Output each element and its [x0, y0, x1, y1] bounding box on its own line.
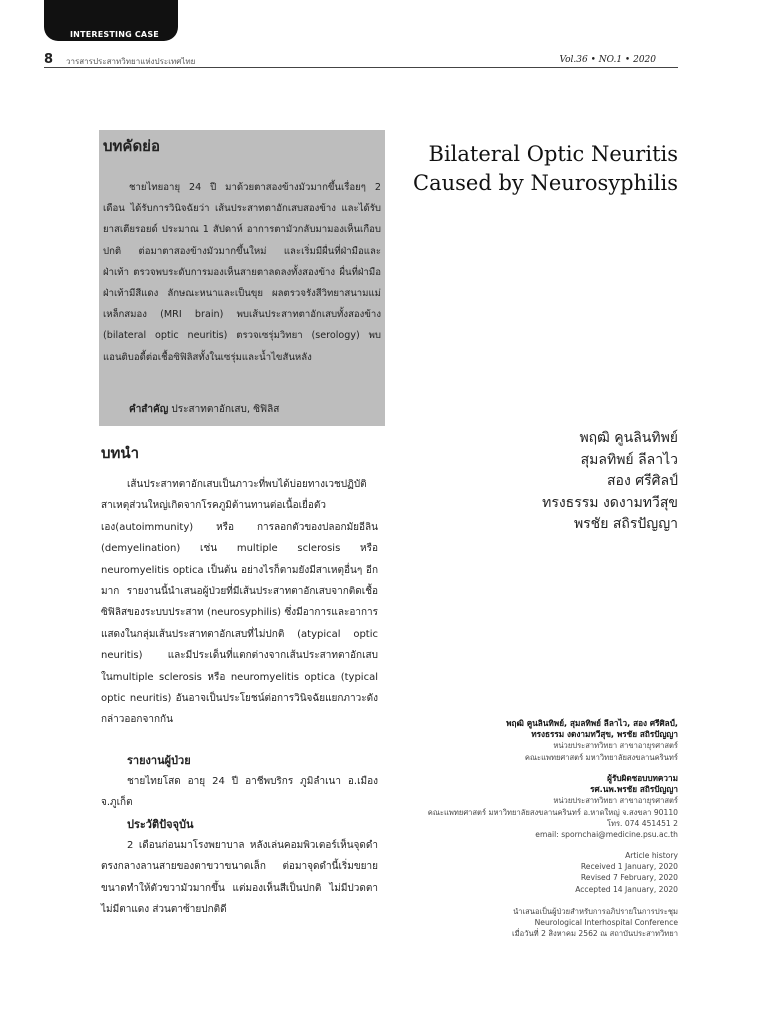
author-list	[378, 428, 678, 536]
header-rule	[44, 67, 678, 68]
intro-body: เส้นประสาทตาอักเสบเป็นภาวะที่พบได้บ่อยทางเวชปฏิบัติ สาเหตุส่วนใหญ่เกิดจากโรคภูมิต้านทานต่อเนื้อเยื่อตัวเอง(autoimmunity) หรือ การลอกตัวของปลอกมัยอีลิน (demyelination) เช่น multiple sclerosis หรือ neuromyelitis optica เป็นต้น อย่างไรก็ตามยังมีสาเหตุอื่นๆ อีกมาก รายงานนี้นำเสนอผู้ป่วยที่มีเส้นประสาทตาอักเสบจากติดเชื้อซิฟิลิสของระบบประสาท (neurosyphilis) ซึ่งมีอาการและอาการแสดงในกลุ่มเส้นประสาทตาอักเสบที่ไม่ปกติ (atypical optic neuritis) และมีประเด็นที่แตกต่างจากเส้นประสาทตาอักเสบในmultiple sclerosis หรือ neuromyelitis optica (typical optic neuritis) อันอาจเป็นประโยชน์ต่อการวินิจฉัยแยกภาวะดังกล่าวออกจากกัน	[101, 479, 378, 726]
keywords-label: คำสำคัญ	[129, 404, 169, 415]
intro-heading: บทนำ	[101, 444, 140, 462]
conference-line-2: Neurological Interhospital Conference	[534, 918, 678, 928]
affiliation-block	[378, 718, 678, 763]
affiliation-authors-1: พฤฒิ คูนลินทิพย์, สุมลทิพย์ ลีลาไว, สอง ศรีศิลป์,	[506, 718, 678, 728]
author-name: พฤฒิ คูนลินทิพย์	[579, 430, 678, 446]
title-line-1: Bilateral Optic Neuritis	[428, 142, 678, 166]
abstract-body: ชายไทยอายุ 24 ปี มาด้วยตาสองข้างมัวมากขึ้นเรื่อยๆ 2 เดือน ได้รับการวินิจฉัยว่า เส้นประสาทตาอักเสบสองข้าง และได้รับยาสเตียรอยด์ ประมาณ 1 สัปดาห์ อาการตามัวกลับมามองเห็นเกือบปกติ ต่อมาตาสองข้างมัวมากขึ้นใหม่ และเริ่มมีผื่นที่ฝ่ามือและ ฝ่าเท้า ตรวจพบระดับการมองเห็นสายตาลดลงทั้งสองข้าง ผื่นที่ฝ่ามือฝ่าเท้ามีสีแดง ลักษณะหนาและเป็นขุย ผลตรวจรังสีวิทยาสนามแม่เหล็กสมอง (MRI brain) พบเส้นประสาทตาอักเสบทั้งสองข้าง (bilateral optic neuritis) ตรวจเซรุ่มวิทยา (serology) พบแอนติบอดี้ต่อเชื้อซิฟิลิสทั้งในเซรุ่มและน้ำไขสันหลัง	[103, 182, 381, 363]
received-date: Received 1 January, 2020	[580, 862, 678, 872]
author-name: สุมลทิพย์ ลีลาไว	[580, 451, 678, 468]
affiliation-unit: หน่วยประสาทวิทยา สาขาอายุรศาสตร์	[553, 741, 678, 751]
abstract-heading: บทคัดย่อ	[103, 137, 160, 155]
article-history	[378, 850, 678, 895]
page-number: 8	[44, 52, 54, 67]
abstract-box	[99, 130, 385, 426]
revised-date: Revised 7 February, 2020	[580, 873, 678, 883]
author-name: ทรงธรรม งดงามทวีสุข	[542, 494, 678, 511]
article-title	[388, 140, 678, 198]
case-heading: รายงานผู้ป่วย	[127, 754, 191, 767]
section-tab	[44, 0, 178, 41]
correspondence-label: ผู้รับผิดชอบบทความ	[607, 773, 678, 783]
correspondence-phone: โทร. 074 451451 2	[606, 818, 678, 828]
conference-line-1: นำเสนอเป็นผู้ป่วยสำหรับการอภิปรายในการประชุม	[513, 907, 678, 916]
correspondence-email: email: spornchai@medicine.psu.ac.th	[535, 830, 678, 840]
history-label: Article history	[625, 851, 678, 860]
author-name: สอง ศรีศิลป์	[607, 473, 678, 489]
correspondence-address: คณะแพทยศาสตร์ มหาวิทยาลัยสงขลานครินทร์ อ.หาดใหญ่ จ.สงขลา 90110	[427, 807, 678, 817]
accepted-date: Accepted 14 January, 2020	[575, 884, 678, 894]
section-label: INTERESTING CASE	[70, 30, 159, 39]
keywords-text: ประสาทตาอักเสบ, ซิฟิลิส	[171, 404, 280, 415]
conference-note	[378, 906, 678, 940]
keywords-line	[129, 402, 279, 417]
journal-name: วารสารประสาทวิทยาแห่งประเทศไทย	[66, 57, 196, 66]
affiliation-authors-2: ทรงธรรม งดงามทวีสุข, พรชัย สถิรปัญญา	[531, 729, 678, 740]
affiliation-faculty: คณะแพทยศาสตร์ มหาวิทยาลัยสงขลานครินทร์	[524, 752, 678, 762]
history-heading: ประวัติปัจจุบัน	[127, 818, 194, 831]
correspondence-unit: หน่วยประสาทวิทยา สาขาอายุรศาสตร์	[553, 796, 678, 806]
history-body: 2 เดือนก่อนมาโรงพยาบาล หลังเล่นคอมพิวเตอร์เห็นจุดดำตรงกลางลานสายของตาขวาขนาดเล็ก ต่อมาจุดดำนี้เริ่มขยายขนาดทำให้ตัวขวามัวมากขึ้น แต่มองเห็นสีเป็นปกติ ไม่มีปวดตา ไม่มีตาแดง ส่วนตาซ้ายปกติดี	[101, 840, 378, 916]
correspondence-block	[378, 773, 678, 840]
title-line-2: Caused by Neurosyphilis	[413, 171, 678, 195]
author-name: พรชัย สถิรปัญญา	[573, 516, 678, 532]
conference-line-3: เมื่อวันที่ 2 สิงหาคม 2562 ณ สถาบันประสาทวิทยา	[512, 929, 678, 939]
case-body: ชายไทยโสด อายุ 24 ปี อาชีพบริกร ภูมิลำเนา อ.เมือง จ.ภูเก็ต	[101, 776, 378, 809]
volume-info: Vol.36 • NO.1 • 2020	[559, 55, 656, 65]
correspondence-name: รศ.นพ.พรชัย สถิรปัญญา	[590, 784, 678, 795]
